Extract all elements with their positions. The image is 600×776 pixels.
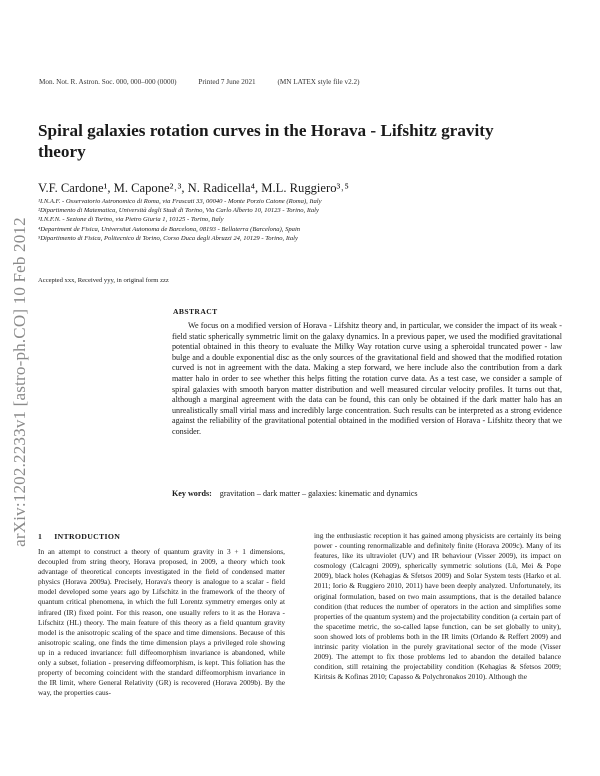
arxiv-stamp: arXiv:1202.2233v1 [astro-ph.CO] 10 Feb 2012	[10, 217, 29, 547]
affiliation: ⁴Department de Fisica, Universitat Autonoma de Barcelona, 08193 - Bellaterra (Barcelona), Spain	[38, 225, 301, 233]
keywords-text: gravitation – dark matter – galaxies: kinematic and dynamics	[219, 489, 418, 498]
intro-right-column: ing the enthusiastic reception it has gained among physicists are certainly its being power - counting renormalizable and definitely finite (Horava 2009c). Many of its features, like its ultraviolet (UV) and IR behaviour (Visser 2009), its impact on cosmology (Calcagni 2009), spherically symmetric solutions (Lü, Mei & Pope 2009), black holes (Kehagias & Sfetsos 2009) and Solar System tests (Harko et al. 2011; Iorio & Ruggiero 2010, 2011) have been deeply analyzed. Unfortunately, its original formulation, based on two main assumptions, that is the detailed balance condition (that reduces the number of operators in the action and simplifies some properties of the quantum system) and the projectability condition (a certain part of the spacetime metric, the so-called lapse function, can be set globally to unity), soon showed lots of problems both in the IR limits (Orlando & Reffert 2009) and intrinsic parity violation in the purely gravitational sector of the mode (Visser 2009). The attempt to fix those problems led to abandon the detailed balance condition, still retaining the projectability condition (Kehagias & Sfetsos 2009; Kiritsis & Kofinas 2010; Capasso & Polychronakos 2010). Although the	[314, 531, 561, 682]
keywords-label: Key words:	[172, 489, 212, 498]
affiliation: ¹I.N.A.F. - Osservatorio Astronomico di Roma, via Frascati 33, 00040 - Monte Porzio Catone (Roma), Italy	[38, 198, 322, 205]
paper-title: Spiral galaxies rotation curves in the Horava - Lifshitz gravity theory	[38, 121, 494, 161]
section-heading	[38, 532, 132, 541]
author-list: V.F. Cardone¹, M. Capone²˒³, N. Radicella⁴, M.L. Ruggiero³˒⁵	[38, 181, 349, 195]
affiliation: ²Dipartimento di Matematica, Università degli Studi di Torino, Via Carlo Alberto 10, 10123 - Torino, Italy	[38, 207, 319, 215]
affiliation: ⁵Dipartimento di Fisica, Politecnico di Torino, Corso Duca degli Abruzzi 24, 10129 - Torino, Italy	[38, 234, 298, 242]
affiliation: ³I.N.F.N. - Sezione di Torino, via Pietro Giuria 1, 10125 - Torino, Italy	[38, 216, 224, 224]
intro-left-column: In an attempt to construct a theory of quantum gravity in 3 + 1 dimensions, decoupled from string theory, Horava proposed, in 2009, a theory which took advantage of theoretical concepts investigated in the field of condensed matter physics (Horava 2009a). Precisely, Horava's theory is analogue to a scalar - field model developed some years ago by Lifschitz in the framework of the theory of quantum critical phenomena, in which the full Lorentz symmetry emerges only at infrared (IR) fixed point. For this reason, one usually refers to it as the Horava - Lifschitz (HL) theory. The main feature of this theory as a field quantum gravity model is the anisotropic scaling of the space and time dimensions. Because of this anisotropic scaling, one finds the time dimension plays a privileged role showing up in a reduced invariance: full diffeomorphism invariance is abandoned, while only a subset, foliation - preserving diffeomorphism, is kept. This foliation has the property of becoming coincident with the standard diffeomorphism invariance in the IR limit, where General Relativity (GR) is recovered (Horava 2009b). By the way, the properties caus-	[38, 547, 285, 698]
running-header	[39, 78, 380, 86]
printed-date: Printed 7 June 2021	[198, 78, 256, 86]
abstract-heading: ABSTRACT	[173, 307, 218, 316]
keywords-line	[172, 489, 562, 498]
section-number: 1	[38, 532, 43, 541]
affiliation-list	[38, 197, 558, 243]
abstract-body: We focus on a modified version of Horava - Lifshitz theory and, in particular, we consider the impact of its weak - field static spherically symmetric limit on the galaxy dynamics. In a previous paper, we used the modified gravitational potential obtained in this theory to evaluate the Milky Way rotation curve using a spheroidal truncated power - law bulge and a double exponential disc as the only sources of the gravitational field and showed that the modified rotation curved is not in agreement with the data. Making a step forward, we here include also the contribution from a dark matter halo in order to see whether this helps fitting the rotation curve data. As a test case, we consider a sample of spiral galaxies with smooth baryon matter distribution and well measured circular velocity profiles. It turns out that, although a marginal agreement with the data can be found, this can only be obtained if the dark matter halo has an unrealistically small virial mass and incredibly large concentration. Such results can be interpreted as a strong evidence against the reliability of the gravitational potential obtained in the modified version of Horava - Lifshitz theory that we consider.	[172, 321, 562, 436]
style-file-note: (MN LATEX style file v2.2)	[277, 78, 360, 86]
section-title: INTRODUCTION	[54, 532, 121, 541]
accepted-note: Accepted xxx, Received yyy, in original form zzz	[38, 277, 169, 284]
journal-reference: Mon. Not. R. Astron. Soc. 000, 000–000 (0000)	[39, 78, 177, 86]
